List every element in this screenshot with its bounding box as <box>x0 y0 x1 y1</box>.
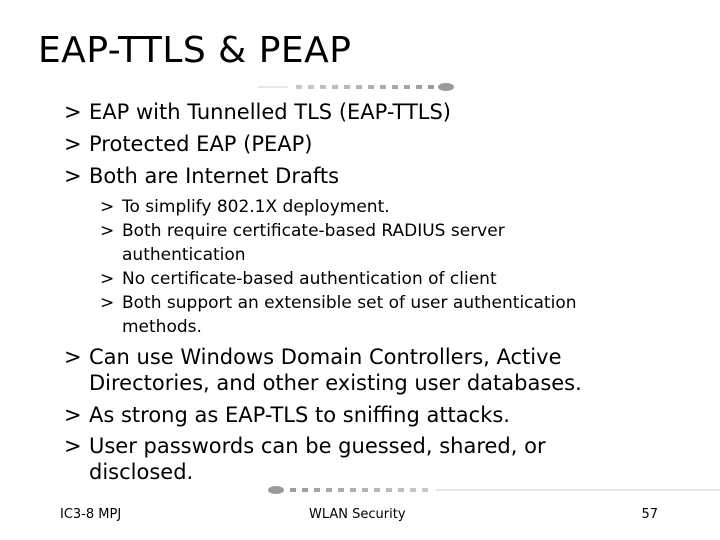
sub-bullet-mark: > <box>100 197 115 217</box>
slide-title: EAP-TTLS & PEAP <box>38 30 352 71</box>
sub-bullet-mark: > <box>100 221 115 241</box>
bullet-mark: > <box>64 164 82 188</box>
bullet-text: User passwords can be guessed, shared, or disclosed. <box>89 434 546 484</box>
sub-bullet-text: Both support an extensible set of user authentication methods. <box>122 293 577 337</box>
bullet-mark: > <box>64 403 82 427</box>
sub-bullet-mark: > <box>100 293 115 313</box>
bullet-mark: > <box>64 345 82 369</box>
bottom-decorative-line <box>266 485 720 495</box>
bullet-text: Protected EAP (PEAP) <box>89 132 313 156</box>
bullet-text: Can use Windows Domain Controllers, Active Directories, and other existing user databases. <box>89 345 582 395</box>
footer-course-code: IC3-8 MPJ <box>60 507 122 522</box>
sub-bullet-mark: > <box>100 269 115 289</box>
sub-bullet-text: Both require certificate-based RADIUS server authentication <box>122 221 505 265</box>
footer-topic: WLAN Security <box>309 507 406 522</box>
top-decorative-line <box>258 82 458 92</box>
bullet-mark: > <box>64 100 82 124</box>
bullet-text: As strong as EAP-TLS to sniffing attacks. <box>89 403 510 427</box>
bullet-text: EAP with Tunnelled TLS (EAP-TTLS) <box>89 100 452 124</box>
sub-bullet-text: No certificate-based authentication of client <box>122 269 497 289</box>
bullet-mark: > <box>64 434 82 458</box>
bullet-text: Both are Internet Drafts <box>89 164 340 188</box>
footer-page-number: 57 <box>641 507 658 522</box>
bullet-mark: > <box>64 132 82 156</box>
sub-bullet-text: To simplify 802.1X deployment. <box>122 197 390 217</box>
